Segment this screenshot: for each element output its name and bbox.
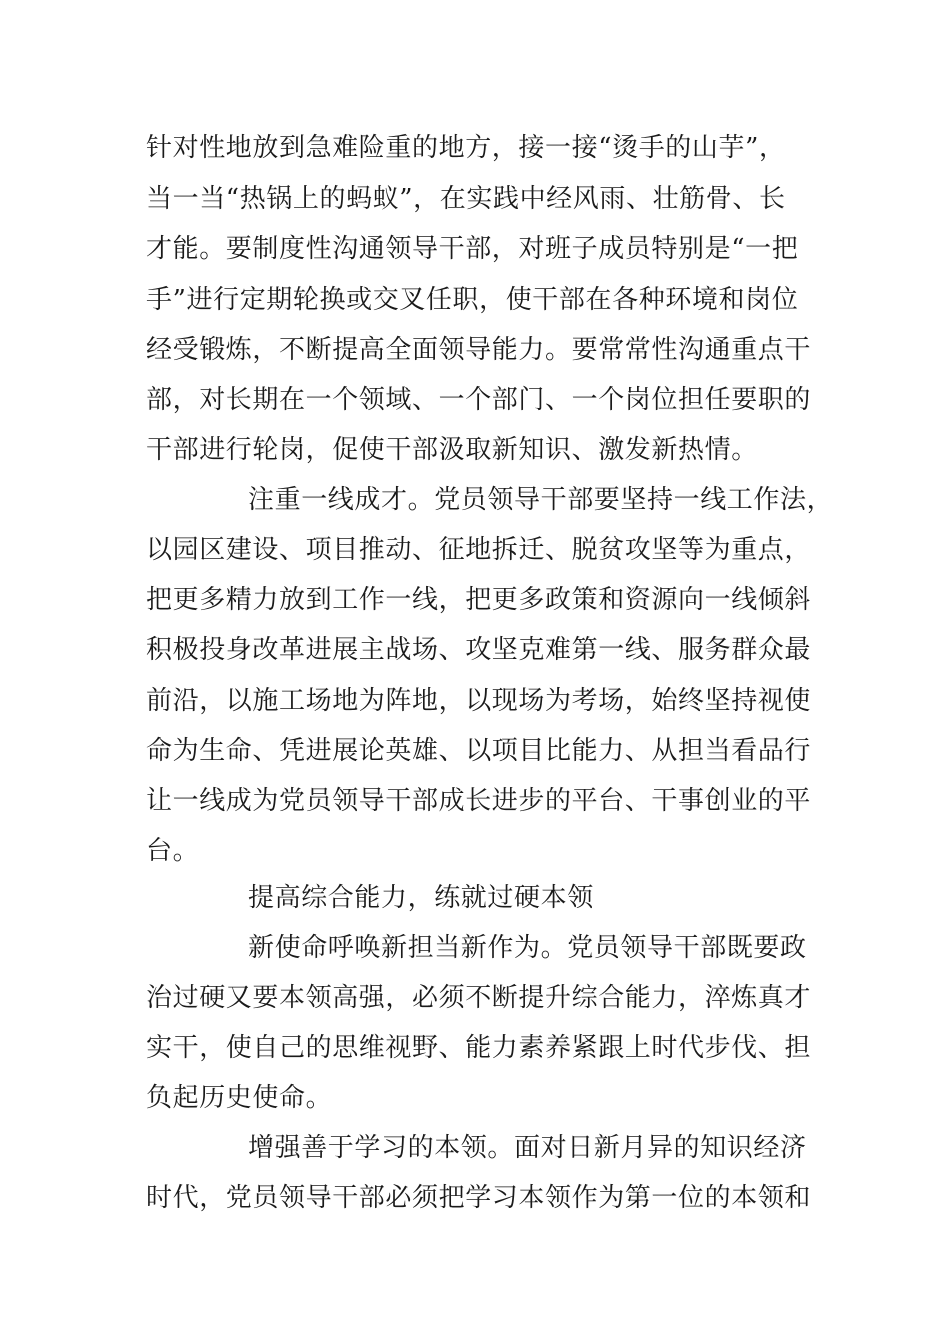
- text-line: 手”进行定期轮换或交叉任职，使干部在各种环境和岗位: [146, 285, 799, 315]
- text-line: 才能。要制度性沟通领导干部，对班子成员特别是“一把: [146, 234, 799, 264]
- text-line: 台。: [146, 836, 200, 866]
- text-line: 当一当“热锅上的蚂蚁”，在实践中经风雨、壮筋骨、长: [146, 184, 786, 214]
- text-line: 前沿，以施工场地为阵地，以现场为考场，始终坚持视使: [146, 686, 812, 716]
- text-line: 把更多精力放到工作一线，把更多政策和资源向一线倾斜: [146, 585, 812, 615]
- paragraph-start-line: 增强善于学习的本领。面对日新月异的知识经济: [248, 1133, 807, 1163]
- text-line: 针对性地放到急难险重的地方，接一接“烫手的山芋”，: [146, 133, 786, 163]
- text-line: 干部进行轮岗，促使干部汲取新知识、激发新热情。: [146, 435, 758, 465]
- paragraph-start-line: 注重一线成才。党员领导干部要坚持一线工作法，: [248, 485, 834, 515]
- text-line: 负起历史使命。: [146, 1083, 333, 1113]
- text-line: 时代，党员领导干部必须把学习本领作为第一位的本领和: [146, 1183, 812, 1213]
- text-line: 命为生命、凭进展论英雄、以项目比能力、从担当看品行: [146, 736, 812, 766]
- text-line: 实干，使自己的思维视野、能力素养紧跟上时代步伐、担: [146, 1033, 812, 1063]
- paragraph-start-line: 新使命呼唤新担当新作为。党员领导干部既要政: [248, 933, 807, 963]
- text-line: 经受锻炼，不断提高全面领导能力。要常常性沟通重点干: [146, 335, 812, 365]
- section-heading: 提高综合能力，练就过硬本领: [248, 883, 594, 913]
- text-line: 以园区建设、项目推动、征地拆迁、脱贫攻坚等为重点，: [146, 535, 812, 565]
- text-line: 治过硬又要本领高强，必须不断提升综合能力，淬炼真才: [146, 983, 812, 1013]
- text-line: 积极投身改革进展主战场、攻坚克难第一线、服务群众最: [146, 635, 812, 665]
- text-line: 让一线成为党员领导干部成长进步的平台、干事创业的平: [146, 786, 812, 816]
- text-line: 部，对长期在一个领域、一个部门、一个岗位担任要职的: [146, 385, 812, 415]
